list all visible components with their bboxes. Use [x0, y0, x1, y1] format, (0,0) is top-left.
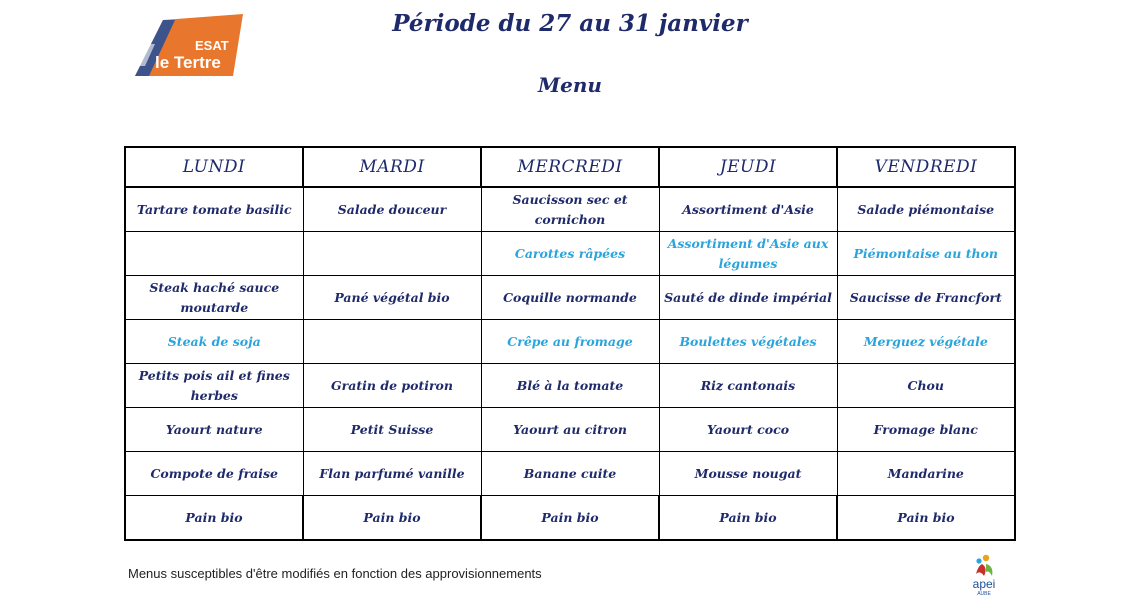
menu-cell-vege: [125, 232, 303, 276]
menu-cell-vege: Crêpe au fromage: [481, 320, 659, 364]
apei-logo: [962, 552, 1006, 596]
menu-cell-vege: Boulettes végétales: [659, 320, 837, 364]
menu-cell: Fromage blanc: [837, 408, 1015, 452]
menu-cell: Steak haché sauce moutarde: [125, 276, 303, 320]
day-header-row: [125, 147, 1015, 187]
menu-cell: Tartare tomate basilic: [125, 187, 303, 232]
menu-cell: Riz cantonais: [659, 364, 837, 408]
menu-table: [124, 146, 1016, 541]
menu-cell-vege: Merguez végétale: [837, 320, 1015, 364]
menu-cell: Petits pois ail et fines herbes: [125, 364, 303, 408]
table-row-main: [125, 276, 1015, 320]
table-row-starter: [125, 187, 1015, 232]
logo-line2: le Tertre: [155, 53, 221, 72]
menu-cell: Pain bio: [481, 496, 659, 541]
menu-cell: Pain bio: [303, 496, 481, 541]
table-row-starter-vege: [125, 232, 1015, 276]
apei-logo-icon: [962, 552, 1006, 596]
menu-cell: Pané végétal bio: [303, 276, 481, 320]
menu-cell: Gratin de potiron: [303, 364, 481, 408]
table-row-side: [125, 364, 1015, 408]
logo-line1: ESAT: [195, 38, 229, 53]
menu-cell: Yaourt coco: [659, 408, 837, 452]
menu-cell: Yaourt nature: [125, 408, 303, 452]
day-header-mercredi: MERCREDI: [481, 147, 659, 187]
menu-cell: Compote de fraise: [125, 452, 303, 496]
menu-cell-vege: Assortiment d'Asie aux légumes: [659, 232, 837, 276]
menu-cell: Saucisse de Francfort: [837, 276, 1015, 320]
footer-note: Menus susceptibles d'être modifiés en fonction des approvisionnements: [128, 566, 542, 581]
menu-cell: Sauté de dinde impérial: [659, 276, 837, 320]
table-row-main-vege: [125, 320, 1015, 364]
day-header-mardi: MARDI: [303, 147, 481, 187]
menu-cell: Petit Suisse: [303, 408, 481, 452]
menu-cell-vege: [303, 320, 481, 364]
menu-cell: Banane cuite: [481, 452, 659, 496]
menu-cell-vege: Piémontaise au thon: [837, 232, 1015, 276]
menu-cell: Yaourt au citron: [481, 408, 659, 452]
table-row-bread: [125, 496, 1015, 541]
menu-cell: Assortiment d'Asie: [659, 187, 837, 232]
menu-cell: Pain bio: [125, 496, 303, 541]
menu-cell: Blé à la tomate: [481, 364, 659, 408]
menu-cell-vege: Carottes râpées: [481, 232, 659, 276]
menu-cell: Chou: [837, 364, 1015, 408]
menu-cell: Coquille normande: [481, 276, 659, 320]
menu-cell: Flan parfumé vanille: [303, 452, 481, 496]
menu-title: Menu: [538, 73, 602, 97]
menu-cell: Saucisson sec et cornichon: [481, 187, 659, 232]
day-header-jeudi: JEUDI: [659, 147, 837, 187]
day-header-lundi: LUNDI: [125, 147, 303, 187]
apei-sub-text: AUBE: [977, 591, 991, 596]
day-header-vendredi: VENDREDI: [837, 147, 1015, 187]
menu-cell: Pain bio: [659, 496, 837, 541]
menu-cell-vege: [303, 232, 481, 276]
table-row-dessert: [125, 452, 1015, 496]
menu-cell: Salade piémontaise: [837, 187, 1015, 232]
menu-cell: Salade douceur: [303, 187, 481, 232]
page-title: Période du 27 au 31 janvier: [392, 10, 748, 37]
table-row-dairy: [125, 408, 1015, 452]
menu-cell: Mousse nougat: [659, 452, 837, 496]
menu-cell: Mandarine: [837, 452, 1015, 496]
menu-cell-vege: Steak de soja: [125, 320, 303, 364]
menu-cell: Pain bio: [837, 496, 1015, 541]
apei-text: apei: [972, 577, 996, 591]
